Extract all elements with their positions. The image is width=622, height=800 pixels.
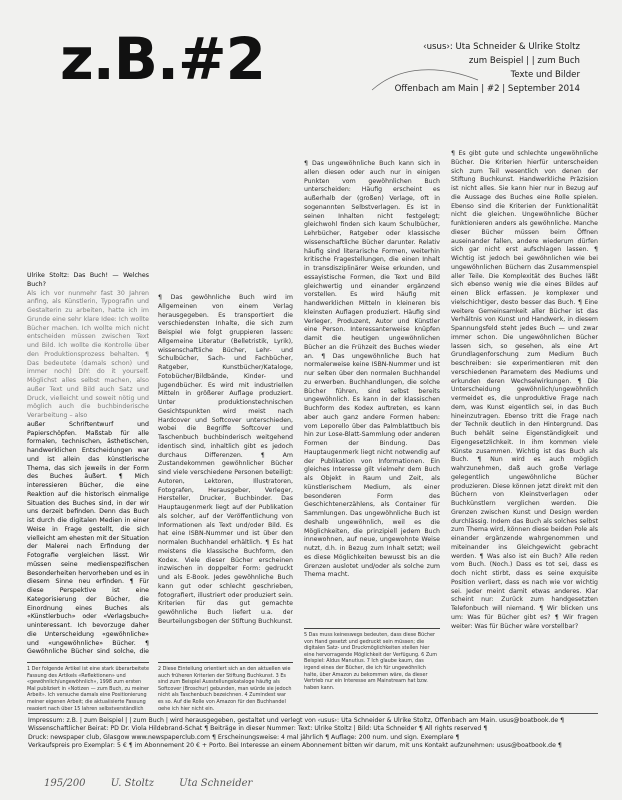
footnote-1: 1 Der folgende Artikel ist eine stark überarbeitete Fassung des Artikels «Reflektionen» und «gewöhnlich/ungewöhnlich», 1998 zum ersten Mal publiziert in «Notizen — zum Buch, zu meiner Arbeit». Ich versuche damals eine Positionierung meiner eigenen Arbeit; die aktualisierte Fassung reagiert nach über 15 Jahren selbstverständlich bbox=[27, 666, 149, 710]
imprint-line-3: Druck: newspaper club, Glasgow www.newspaperclub.com ¶ Erscheinungsweise: 4 mal jährlich ¶ Auflage: 200 num. und sign. Exemplare ¶ bbox=[28, 733, 460, 741]
column-1-text: außer Schriftentwurf und Papierschöpfen. Maßstab für alle formalen, technischen, ästhetischen, handwerklichen Entscheidungen war und ist allein das künstlerische Thema, das sich jeweils in der Form des Buches äußert. ¶ Mich interessieren Bücher, die eine Reaktion auf die historisch einmalige Situation des Buches sind, in der wir uns derzeit befinden. Denn das Buch ist durch die digitalen Medien in einer Weise in Frage gestellt, die sich vielleicht am ehesten mit der Situation der Malerei nach Erfindung der Fotografie vergleichen lässt. Wir müssen seine medienspezifischen Besonderheiten hervorheben und es in diesem Sinne neu erfinden. ¶ Für diese Perspektive ist eine Kategorisierung der Bücher, die Einordnung eines Buches als «Künstlerbuch» oder «Verlagsbuch» uninteressant. Ich bevorzuge daher die Unterscheidung «gewöhnliche» und «ungewöhnliche» Bücher. ¶ Gewöhnliche Bücher sind solche, die bbox=[27, 420, 149, 656]
signature-2: Uta Schneider bbox=[179, 778, 253, 789]
imprint-line-2: Wissenschaftlicher Beirat: PD Dr. Viola Hildebrand-Schat ¶ Beiträge in dieser Nummer: Text: Ulrike Stoltz | Bild: Uta Schneider ¶ All rights reserved ¶ bbox=[28, 725, 488, 733]
masthead-issue: Offenbach am Main | #2 | September 2014 bbox=[394, 84, 580, 94]
footnotes-column-1 bbox=[27, 662, 149, 710]
article-column-2 bbox=[158, 294, 293, 656]
signature-1: U. Stoltz bbox=[110, 778, 154, 789]
masthead-authors: ‹usus›: Uta Schneider & Ulrike Stoltz bbox=[423, 42, 580, 52]
footnotes-column-3 bbox=[304, 628, 440, 710]
masthead-topic: Texte und Bilder bbox=[510, 70, 580, 80]
edition-signature bbox=[44, 778, 274, 789]
masthead-info bbox=[395, 40, 580, 96]
masthead-logo: z.B.#2 bbox=[60, 25, 265, 93]
column-3-text: ¶ Das ungewöhnliche Buch kann sich in allen diesen oder auch nur in einigen Punkten vom gewöhnlichen Buch unterscheiden: Häufig erscheint es außerhalb der (großen) Verlage, oft in sogenannten Selbstverlagen. Es ist in seinen Inhalten nicht festgelegt; gleichwohl finden sich kaum Schulbücher, Lehrbücher, Ratgeber oder klassische wissenschaftliche Bücher darunter. Relativ häufig sind literarische Formen, weiterhin kritische Fragestellungen, die einen Inhalt in transdisziplinärer Weise erkunden, und essayistische Formen, die Text und Bild gleichwertig und einander ergänzend vorstellen. Es wird häufig mit handwerklichen Mitteln in kleineren bis kleinsten Auflagen produziert. Häufig sind Verleger, Produzent, Autor und Künstler eine Person. Interessanterweise knüpfen damit die heutigen ungewöhnlichen Bücher an die Frühzeit des Buches wieder an. ¶ Das ungewöhnliche Buch hat normalerweise keine ISBN-Nummer und ist nur selten über den normalen Buchhandel zu erwerben. Buchhandlungen, die solche Bücher führen, sind selbst bereits ungewöhnlich. Es kann in der klassischen Buchform des Kodex auftreten, es kann aber auch ganz andere Formen haben: vom Leporello über das Palmblattbuch bis hin zur Lose-Blatt-Sammlung oder anderen Formen der Bindung. Das Hauptaugenmerk liegt nicht notwendig auf der Publikation von Informationen. Ein gleiches Interesse gilt vielmehr dem Buch als Objekt in Raum und Zeit, als künstlerischem Medium, als einer besonderen Form des Geschichtenerzählens, als Container für Sammlungen. Das ungewöhnliche Buch ist deshalb ungewöhnlich, weil es die Möglichkeiten, die prinzipiell jedem Buch innewohnen, auf neue, ungewohnte Weise nutzt, d.h. in Bezug zum Inhalt setzt; weil es diese Möglichkeiten bewusst bis an die Grenzen auslotet und/oder als solche zum Thema macht. bbox=[304, 160, 440, 579]
article-heading: Ulrike Stoltz: Das Buch! — Welches Buch? bbox=[27, 272, 149, 288]
article-column-3 bbox=[304, 160, 440, 620]
edition-number: 195/200 bbox=[44, 778, 86, 789]
column-4-text: ¶ Es gibt gute und schlechte ungewöhnliche Bücher. Die Kriterien hierfür unterscheiden sich zum Teil wesentlich von denen der Stiftung Buchkunst. Handwerkliche Präzision ist nicht alles. Sie kann hier nur in Bezug auf die Aussage des Buches eine Rolle spielen. Ebenso sind die Kriterien der Funktionalität nicht die gleichen. Ungewöhnliche Bücher funktionieren anders als gewöhnliche. Manche dieser Bücher müssen beim Öffnen auseinander fallen, andere wiederum dürfen sich gar nicht erst aufschlagen lassen. ¶ Wichtig ist jedoch bei gewöhnlichen wie bei ungewöhnlichen Büchern das Zusammenspiel aller Teile. Die Komplexität des Buches läßt sich ebenso wenig wie die eines Bildes auf einen Blick erfassen. Je komplexer und vielschichtiger, desto besser das Buch. ¶ Eine weitere Gemeinsamkeit aller Bücher ist das Verhältnis von Kunst und Handwerk, in diesem Spannungsfeld steht jedes Buch — und zwar immer schon. Die ungewöhnlichen Bücher lassen sich, so gesehen, als eine Art Grundlagenforschung zum Medium Buch beschreiben: sie experimentieren mit den verschiedenen Parametern des Mediums und erkunden deren Wechselwirkungen. ¶ Die Unterscheidung gewöhnlich/ungewöhnlich vermeidet es, die unproduktive Frage nach dem, was Kunst eigentlich sei, in das Buch hineinzutragen. Ebenso tritt die Frage nach der Technik deutlich in den Hintergrund. Das Buch behält seine Eigenständigkeit und Eigengesetzlichkeit. In ihm kommen viele Künste zusammen. Wichtig ist das Buch als Buch. ¶ Nun wird es auch möglich wahrzunehmen, daß auch große Verlage gelegentlich ungewöhnliche Bücher produzieren. Diese können jetzt direkt mit den Büchern von Kleinstverlagen oder Buchkünstlern verglichen werden. Die Grenzen zwischen Kunst und Design werden durchlässig. Indem das Buch als solches selbst zum Thema wird, können diese beiden Pole als einander ergänzende wahrgenommen und miteinander ins Gleichgewicht gebracht werden. ¶ Was also ist ein Buch? Alle reden vom Buch. (Noch.) Dass es tot sei, dass es doch nicht stirbt, dass es seine exquisite Position verliert, dass es nach wie vor wichtig sei. Jeder meint damit etwas anderes. Klar scheint nur: Zurück zum handgesetzten Telefonbuch will niemand. ¶ Wir blicken uns um: Was für Bücher gibt es? ¶ Wir fragen weiter: Was für Bücher wäre vorstellbar? bbox=[451, 150, 598, 630]
column-2-text: ¶ Das gewöhnliche Buch wird im Allgemeinen von einem Verlag herausgegeben. Es transportiert die verschiedensten Inhalte, die sich zum Beispiel wie folgt gruppieren lassen: Allgemeine Literatur (Belletristik, Lyrik), wissenschaftliche Bücher, Lehr- und Schulbücher, Sach- und Fachbücher, Ratgeber, Kunstbücher/Kataloge, Fotobücher/Bildbände, Kinder- und Jugendbücher. Es wird mit industriellen Mitteln in größerer Auflage produziert. Unter produktionstechnischen Gesichtspunkten wird meist nach Hardcover und Softcover unterschieden, wobei die Begriffe Softcover und Taschenbuch buchbinderisch weitgehend identisch sind, inhaltlich gibt es jedoch durchaus Differenzen. ¶ Am Zustandekommen gewöhnlicher Bücher sind viele verschiedene Personen beteiligt: Autoren, Lektoren, Illustratoren, Fotografen, Herausgeber, Verleger, Hersteller, Drucker, Buchbinder. Das Hauptaugenmerk liegt auf der Publikation als solcher, auf der Veröffentlichung von Informationen als Text und/oder Bild. Es hat eine ISBN-Nummer und ist über den normalen Buchhandel erhältlich. ¶ Es hat meistens die klassische Buchform, den Kodex. Viele dieser Bücher erscheinen inzwischen in doppelter Form: gedruckt und als E-Book. Jedes gewöhnliche Buch kann gut oder schlecht geschrieben, fotografiert, illustriert oder produziert sein. Kriterien für das gut gemachte gewöhnliche Buch liefert u.a. der Beurteilungsbogen der Stiftung Buchkunst. bbox=[158, 294, 293, 625]
imprint-line-4: Verkaufspreis pro Exemplar: 5 € ¶ im Abonnement 20 € + Porto. Bei Interesse an einem Abonnement bitten wir darum, mit uns Kontakt aufzunehmen: usus@boatbook.de ¶ bbox=[28, 741, 562, 749]
column-1-faded-text: Als ich vor nunmehr fast 30 Jahren anfing, als Künstlerin, Typografin und Gestalterin zu arbeiten, hatte ich im Grunde eine sehr klare Idee: Ich wollte Bücher machen. Ich wollte mich nicht entscheiden müssen zwischen Text und Bild. Ich wollte die Kontrolle über den Produktionsprozess behalten. ¶ Das bedeutete (damals schon) und immer noch) DIY: do it yourself. Möglichst alles selbst machen, also außer Text und Bild auch Satz und Druck, vielleicht und soweit nötig und möglich auch die buchbinderische Verarbeitung – also bbox=[27, 289, 149, 419]
imprint-line-1: Impressum: z.B. | zum Beispiel | | zum Buch | wird herausgegeben, gestaltet und verlegt von ‹usus›: Uta Schneider & Ulrike Stoltz, Offenbach am Main. usus@boatbook.de ¶ bbox=[28, 717, 565, 724]
masthead-subtitle: zum Beispiel | | zum Buch bbox=[468, 56, 580, 66]
article-column-1 bbox=[27, 272, 149, 656]
footnotes-5-7: 5 Das muss keineswegs bedeuten, dass diese Bücher von Hand gesetzt und gedruckt sein müssen; die digitalen Satz- und Druckmöglichkeiten stellen hier eine hervorragende Möglichkeit der Verfügung. 6 Zum Beispiel: Aldus Manutius. 7 Ich glaube kaum, das irgend eines der Bücher, die ich für ungewöhnlich halte, über Amazon zu bekommen wäre, da dieser Vertrieb nur ein Interesse am Mainstream hat bzw. haben kann. bbox=[304, 632, 438, 691]
imprint bbox=[28, 713, 598, 750]
footnotes-2-4: 2 Diese Einteilung orientiert sich an den aktuellen wie auch früheren Kriterien der Stiftung Buchkunst. 3 Es sind zum Beispiel Ausstellungskataloge häufig als Softcover (Broschur) gebunden, man würde sie jedoch nicht als Taschenbuch bezeichnen. 4 Zumindest war es so. Auf die Rolle von Amazon für den Buchhandel gehe ich hier nicht ein. bbox=[158, 666, 292, 710]
article-column-4 bbox=[451, 150, 598, 705]
footnotes-column-2 bbox=[158, 662, 293, 710]
